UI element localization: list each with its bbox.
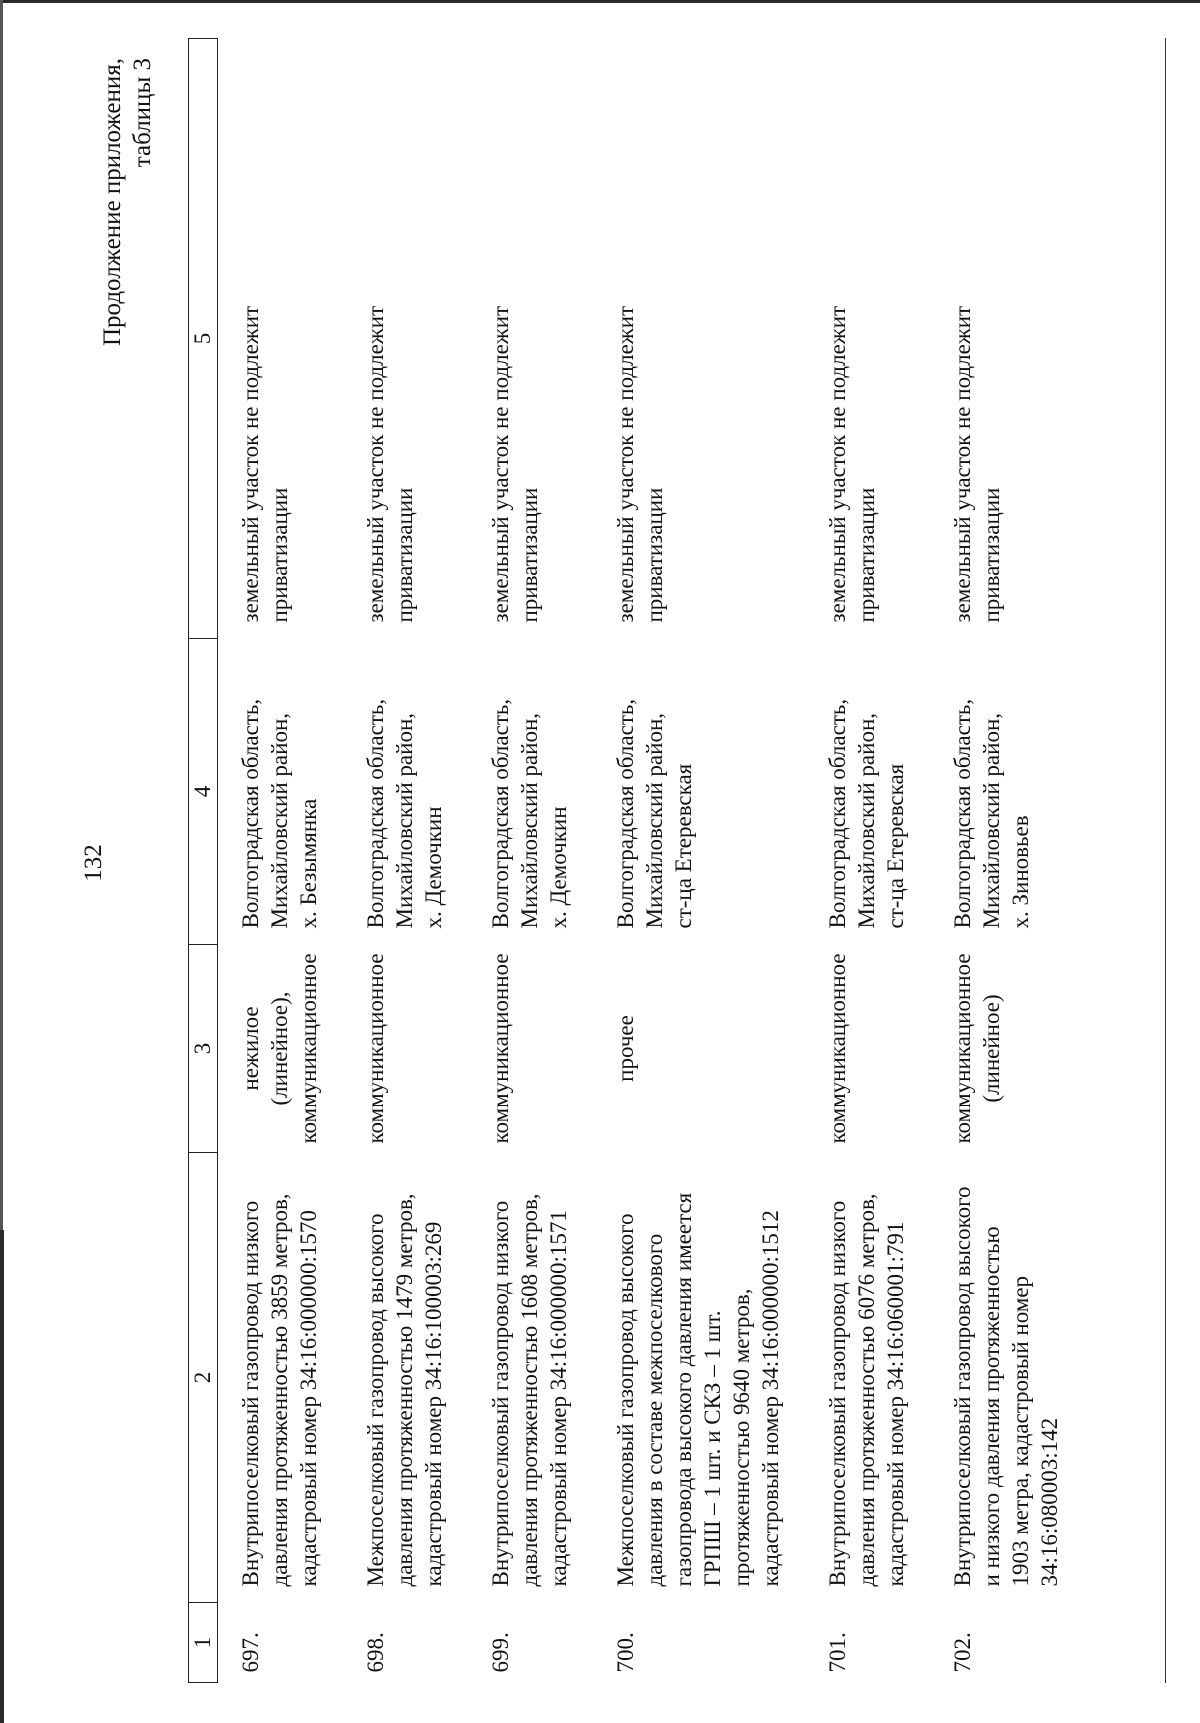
table-caption: Продолжение приложения, таблицы 3 [99, 58, 156, 347]
table-row [218, 39, 344, 1683]
table-row [805, 39, 930, 1683]
object-description: Межпоселковый газопровод высокого давления в составе межпоселкового газопровода высокого давления имеется ГРПШ – 1 шт. и СКЗ – 1 шт. протяженностью 9640 метров, кадастровый номер 34:16:000000:1512 [613, 1192, 783, 1587]
object-address: Волгоградская область, Михайловский район, х. Демочкин [488, 698, 571, 929]
row-number: 698. [363, 1632, 388, 1673]
object-description: Внутрипоселковый газопровод высокого и низкого давления протяженностью 1903 метра, кадастровый номер 34:16:080003:142 [950, 1186, 1062, 1587]
header-col-2: 2 [189, 1153, 218, 1603]
object-purpose: коммуникационное (линейное) [950, 953, 1004, 1144]
table-bottom-rule [1165, 38, 1166, 1683]
object-note: земельный участок не подлежит приватизации [613, 305, 667, 623]
object-purpose: коммуникационное [363, 953, 388, 1144]
object-note: земельный участок не подлежит приватизации [363, 305, 417, 623]
object-note: земельный участок не подлежит приватизации [238, 305, 292, 623]
table-row [468, 39, 593, 1683]
property-table [188, 38, 1084, 1683]
object-description: Внутрипоселковый газопровод низкого давления протяженностью 1608 метров, кадастровый номер 34:16:000000:1571 [488, 1193, 571, 1587]
object-purpose: прочее [613, 1015, 638, 1082]
object-description: Внутрипоселковый газопровод низкого давления протяженностью 3859 метров, кадастровый номер 34:16:000000:1570 [238, 1193, 321, 1587]
object-purpose: коммуникационное [825, 953, 850, 1144]
header-col-5: 5 [189, 39, 218, 639]
table-row [930, 39, 1084, 1683]
table-header [189, 39, 218, 1683]
object-note: земельный участок не подлежит приватизации [825, 305, 879, 623]
header-col-1: 1 [189, 1603, 218, 1683]
page-number: 132 [80, 844, 107, 882]
row-number: 701. [825, 1632, 850, 1673]
object-address: Волгоградская область, Михайловский район, х. Демочкин [363, 698, 446, 929]
object-purpose: коммуникационное [488, 953, 513, 1144]
object-note: земельный участок не подлежит приватизации [950, 305, 1004, 623]
row-number: 697. [238, 1632, 263, 1673]
object-purpose: нежилое (линейное), коммуникационное [238, 953, 321, 1144]
object-note: земельный участок не подлежит приватизации [488, 305, 542, 623]
object-address: Волгоградская область, Михайловский район, х. Безымянка [238, 698, 321, 929]
object-description: Межпоселковый газопровод высокого давления протяженностью 1479 метров, кадастровый номер 34:16:100003:269 [363, 1193, 446, 1587]
table-row [593, 39, 805, 1683]
row-number: 700. [613, 1632, 638, 1673]
object-address: Волгоградская область, Михайловский район, ст-ца Етеревская [613, 698, 696, 929]
row-number: 699. [488, 1632, 513, 1673]
table-body [218, 39, 1085, 1683]
header-col-3: 3 [189, 945, 218, 1153]
row-number: 702. [950, 1632, 975, 1673]
table-row [343, 39, 468, 1683]
header-col-4: 4 [189, 639, 218, 945]
object-description: Внутрипоселковый газопровод низкого давления протяженностью 6076 метров, кадастровый номер 34:16:060001:791 [825, 1193, 908, 1587]
header-row [189, 39, 218, 1683]
object-address: Волгоградская область, Михайловский район, х. Зиновьев [950, 698, 1033, 929]
object-address: Волгоградская область, Михайловский район, ст-ца Етеревская [825, 698, 908, 929]
